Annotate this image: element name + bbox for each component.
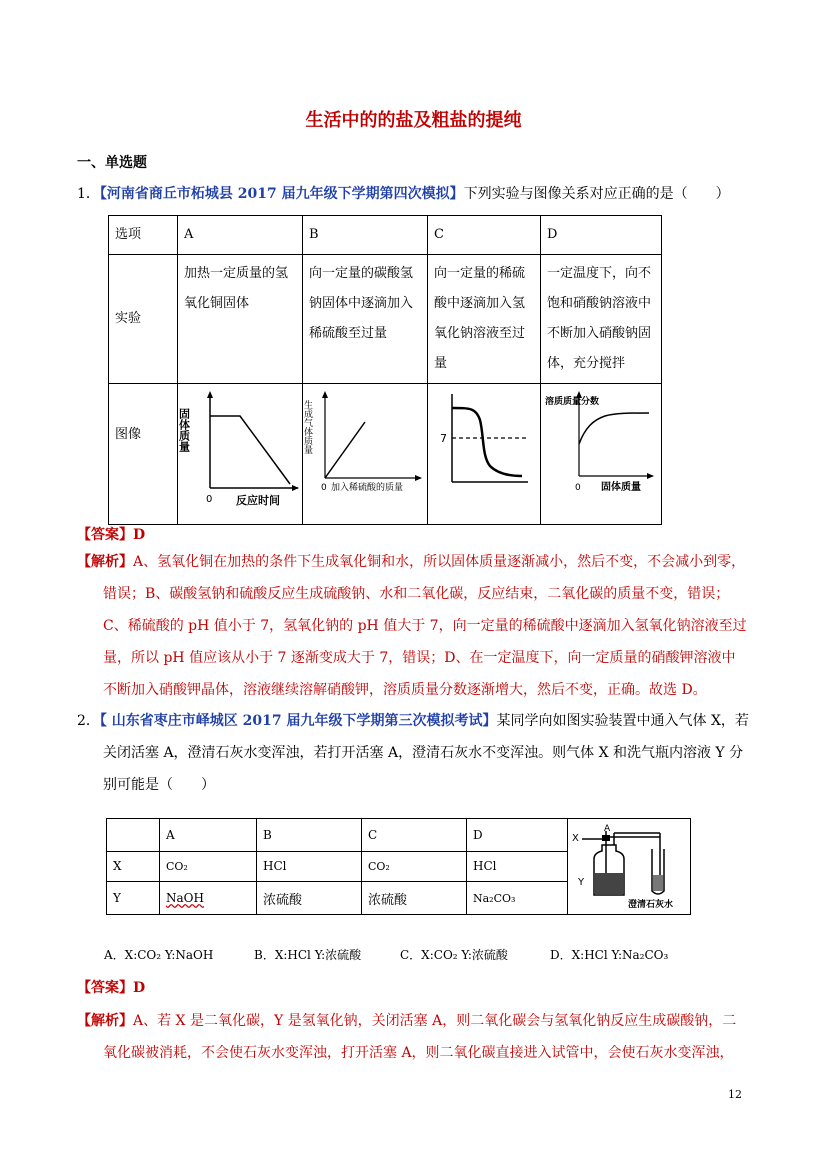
experiment-a: 加热一定质量的氢氧化铜固体: [178, 255, 303, 384]
graph-c-curve: [452, 408, 522, 476]
test-tube-liquid: [653, 875, 663, 891]
row-label-graph: 图像: [109, 384, 178, 525]
table-cell: Na₂CO₃: [467, 882, 568, 915]
graph-c-mark: 7: [440, 432, 447, 445]
graph-a-curve: [210, 416, 290, 484]
experiment-b: 向一定量的碳酸氢钠固体中逐滴加入稀硫酸至过量: [303, 255, 428, 384]
graph-d: [543, 386, 655, 510]
analysis-label: 【解析】: [77, 1013, 133, 1029]
analysis-line: 不断加入硝酸钾晶体，溶液继续溶解硝酸钾，溶质质量分数逐渐增大，然后不变，正确。故选 D。: [103, 682, 707, 698]
graph-b-origin: 0: [321, 483, 327, 493]
table-cell: 浓硫酸: [362, 882, 467, 915]
analysis-line: [77, 546, 757, 578]
graph-a-cell: [178, 384, 303, 525]
graph-d-curve: [579, 413, 649, 444]
table-header-cell: A: [160, 819, 257, 852]
table-cell: HCl: [257, 851, 362, 882]
graph-c-cell: [428, 384, 541, 525]
table-header-cell: D: [467, 819, 568, 852]
option-c: C．X:CO₂ Y:浓硫酸: [400, 948, 508, 962]
analysis-text: A、氢氧化铜在加热的条件下生成氧化铜和水，所以固体质量逐渐减小，然后不变，不会减小到零，: [133, 554, 746, 570]
table-cell: 浓硫酸: [257, 882, 362, 915]
graph-b: [302, 386, 425, 510]
question-2-analysis: [77, 1005, 767, 1069]
apparatus-cell: [568, 819, 691, 915]
analysis-line: 氧化碳被消耗，不会使石灰水变浑浊，打开活塞 A，则二氧化碳直接进入试管中，会使石灰水变浑浊，: [103, 1045, 734, 1061]
row-x-label: X: [107, 851, 160, 882]
option-a: A．X:CO₂ Y:NaOH: [104, 948, 214, 962]
question-2-stem: 某同学向如图实验装置中通入气体 X，若: [496, 713, 749, 729]
graph-d-x-arrow: [647, 473, 654, 479]
bottle-liquid: [595, 873, 623, 894]
question-1-analysis: [77, 546, 757, 706]
table-header-cell: B: [257, 819, 362, 852]
graph-c: [430, 386, 534, 510]
question-1-answer: 【答案】D: [77, 527, 146, 543]
apparatus-gas-label: X: [572, 833, 579, 844]
row-y-label: Y: [107, 882, 160, 915]
question-2-source: 【 山东省枣庄市峄城区 2017 届九年级下学期第三次模拟考试】: [99, 713, 497, 729]
question-2-block: [77, 705, 767, 801]
question-2-options: [104, 946, 764, 963]
apparatus-bottle-label: Y: [578, 877, 585, 888]
question-2-line: 别可能是（ ）: [103, 777, 215, 793]
question-1-line: [77, 184, 730, 204]
graph-a-x-arrow: [292, 485, 299, 491]
table-header-cell: C: [362, 819, 467, 852]
apparatus-diagram: [568, 819, 690, 911]
graph-b-x-arrow: [415, 475, 422, 481]
graph-a-xlabel: 反应时间: [236, 494, 280, 507]
table-header-cell: D: [541, 216, 662, 255]
question-2-line: [77, 705, 767, 737]
experiment-d: 一定温度下，向不饱和硝酸钠溶液中不断加入硝酸钠固体，充分搅拌: [541, 255, 662, 384]
section-heading: 一、单选题: [77, 155, 147, 171]
analysis-line: 量，所以 pH 值应该从小于 7 逐渐变成大于 7，错误；D、在一定温度下，向一定质量的硝酸钾溶液中: [103, 650, 736, 666]
experiment-c: 向一定量的稀硫酸中逐滴加入氢氧化钠溶液至过量: [428, 255, 541, 384]
graph-d-cell: [541, 384, 662, 525]
table-header-cell: B: [303, 216, 428, 255]
graph-a: [177, 386, 300, 510]
question-2-answer: 【答案】D: [77, 980, 146, 996]
apparatus-valve-label: A: [604, 824, 611, 834]
graph-a-origin: 0: [206, 494, 213, 505]
graph-d-xlabel: 固体质量: [601, 482, 641, 493]
question-1-number: 1．: [77, 186, 100, 202]
graph-b-ylabel: 生成气体质量: [302, 400, 312, 454]
question-1-source: 【河南省商丘市柘城县 2017 届九年级下学期第四次模拟】: [99, 186, 464, 202]
option-b: B．X:HCl Y:浓硫酸: [254, 948, 362, 962]
graph-b-curve: [325, 422, 365, 478]
question-1-table: [108, 215, 662, 525]
table-cell: HCl: [467, 851, 568, 882]
analysis-label: 【解析】: [77, 554, 133, 570]
table-cell: CO₂: [160, 851, 257, 882]
table-header-cell: [107, 819, 160, 852]
analysis-line: [77, 1005, 767, 1037]
analysis-line: 错误；B、碳酸氢钠和硫酸反应生成硫酸钠、水和二氧化碳，反应结束，二氧化碳的质量不变，错误；: [103, 586, 730, 602]
valve-icon: [602, 835, 610, 841]
question-2-table: [106, 818, 691, 915]
question-2-line: 关闭活塞 A，澄清石灰水变浑浊，若打开活塞 A，澄清石灰水不变浑浊。则气体 X 和洗气瓶内溶液 Y 分: [103, 745, 744, 761]
question-2-number: 2．: [77, 713, 100, 729]
table-header-cell: 选项: [109, 216, 178, 255]
table-cell: NaOH: [160, 882, 257, 915]
analysis-line: C、稀硫酸的 pH 值小于 7，氢氧化钠的 pH 值大于 7，向一定量的稀硫酸中逐滴加入氢氧化钠溶液至过: [103, 618, 747, 634]
page-number: 12: [728, 1088, 742, 1101]
table-cell: CO₂: [362, 851, 467, 882]
graph-b-y-arrow: [322, 391, 328, 398]
graph-d-origin: 0: [575, 483, 581, 493]
table-header-cell: C: [428, 216, 541, 255]
page-title: 生活中的的盐及粗盐的提纯: [305, 110, 522, 131]
graph-b-xlabel: 加入稀硫酸的质量: [331, 483, 404, 493]
graph-d-ylabel: 溶质质量分数: [545, 397, 600, 407]
table-header-cell: A: [178, 216, 303, 255]
graph-a-ylabel: 固体质量: [177, 408, 191, 452]
question-1-stem: 下列实验与图像关系对应正确的是（ ）: [463, 186, 730, 202]
graph-a-y-arrow: [207, 391, 213, 398]
option-d: D．X:HCl Y:Na₂CO₃: [550, 948, 669, 962]
apparatus-tube-label: 澄清石灰水: [628, 900, 674, 910]
analysis-text: A、若 X 是二氧化碳，Y 是氢氧化钠，关闭活塞 A，则二氧化碳会与氢氧化钠反应生成碳酸钠，二: [133, 1013, 737, 1029]
graph-b-cell: [303, 384, 428, 525]
row-label-experiment: 实验: [109, 255, 178, 384]
